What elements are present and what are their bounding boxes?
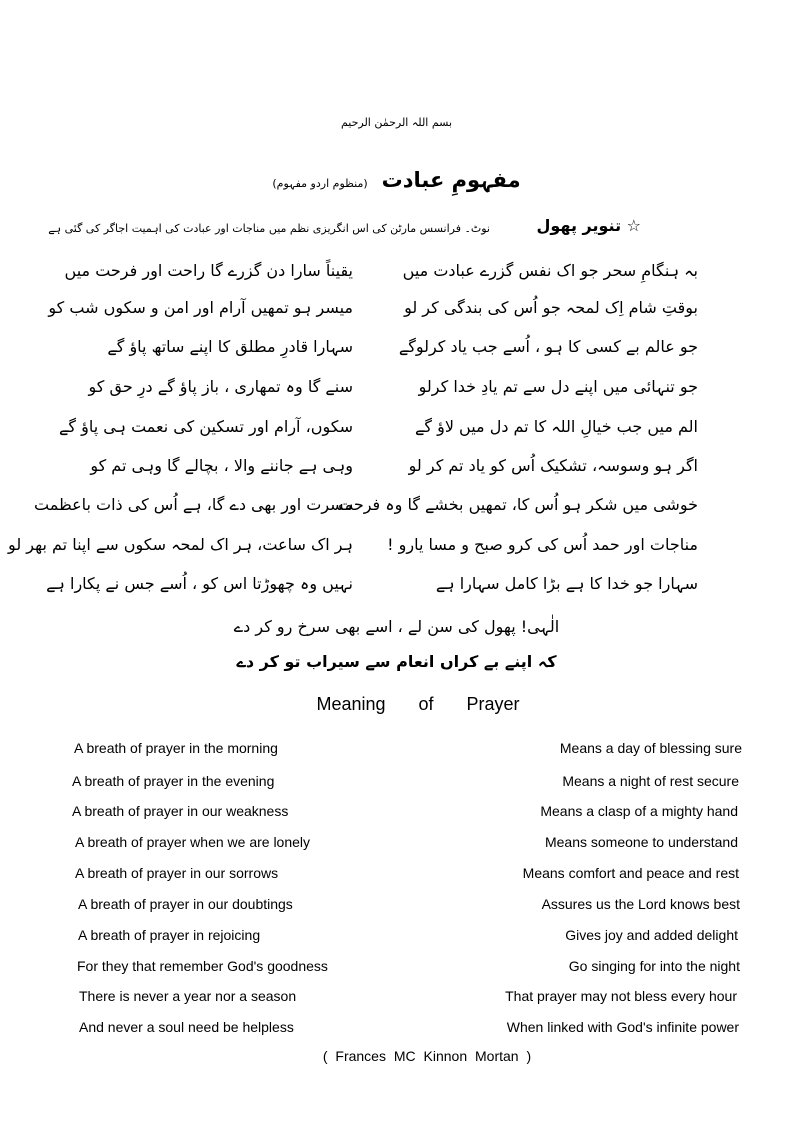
urdu-subtitle: (منظوم اردو مفہوم) bbox=[272, 177, 368, 190]
english-line-right: Means someone to understand bbox=[544, 834, 738, 850]
english-line-left: And never a soul need be helpless bbox=[79, 1019, 294, 1035]
english-line-left: A breath of prayer when we are lonely bbox=[75, 834, 311, 850]
urdu-verse-row bbox=[90, 456, 698, 484]
urdu-verse-second-half: یقیناً سارا دن گزرے گا راحت اور فرحت میں bbox=[64, 261, 353, 280]
english-line-left: For they that remember God's goodness bbox=[77, 958, 328, 974]
poem-credit: ( Frances MC Kinnon Mortan ) bbox=[322, 1048, 532, 1064]
urdu-verse-row bbox=[98, 337, 698, 365]
english-line-left: A breath of prayer in the morning bbox=[74, 740, 278, 756]
urdu-note: نوٹ۔ فرانسس مارٹن کی اس انگریزی نظم میں مناجات اور عبادت کی اہمیت اجاگر کی گئی ہے bbox=[48, 222, 490, 235]
urdu-verse-first-half: اگر ہو وسوسہ، تشکیک اُس کو یاد تم کر لو bbox=[408, 456, 698, 475]
urdu-verse-second-half: سہارا قادرِ مطلق کا اپنے ساتھ پاؤ گے bbox=[107, 337, 353, 356]
bismillah-heading: بسم اللہ الرحمٰن الرحیم bbox=[340, 116, 453, 129]
urdu-author: ☆ تنویر پھول bbox=[536, 216, 641, 235]
urdu-verse-first-half: الم میں جب خیالِ اللہ کا تم دل میں لاؤ گے bbox=[415, 417, 698, 436]
urdu-title-row bbox=[0, 168, 793, 192]
urdu-closing-line-2: کہ اپنے بے کراں انعام سے سیراب تو کر دے bbox=[236, 652, 557, 671]
urdu-verse-row bbox=[46, 574, 698, 602]
urdu-verse-row bbox=[59, 417, 698, 445]
english-line-right: Means a clasp of a mighty hand bbox=[540, 803, 738, 819]
urdu-verse-first-half: جو تنہائی میں اپنے دل سے تم یادِ خدا کرلو bbox=[418, 377, 698, 396]
english-line-left: A breath of prayer in rejoicing bbox=[78, 927, 261, 943]
urdu-verse-first-half: بہ ہنگامِ سحر جو اک نفس گزرے عبادت میں bbox=[402, 261, 698, 280]
urdu-verse-second-half: وہی ہے جاننے والا ، بچالے گا وہی تم کو bbox=[90, 456, 353, 475]
urdu-verse-second-half: ہر اک ساعت، ہر اک لمحہ سکوں سے اپنا تم بھر لو bbox=[8, 535, 353, 554]
english-line-left: A breath of prayer in our sorrows bbox=[75, 865, 279, 881]
english-line-right: Means a day of blessing sure bbox=[559, 740, 742, 756]
urdu-closing-line-1: الٰہی! پھول کی سن لے ، اسے بھی سرخ رو کر دے bbox=[233, 617, 560, 636]
urdu-title: مفہومِ عبادت bbox=[381, 168, 521, 192]
urdu-verse-first-half: جو عالم بے کسی کا ہو ، اُسے جب یاد کرلوگے bbox=[398, 337, 698, 356]
english-line-right: Go singing for into the night bbox=[568, 958, 740, 974]
english-line-right: When linked with God's infinite power bbox=[506, 1019, 739, 1035]
urdu-verse-row bbox=[8, 535, 698, 563]
english-line-right: Means comfort and peace and rest bbox=[522, 865, 739, 881]
urdu-verse-row bbox=[34, 495, 698, 523]
english-line-right: Assures us the Lord knows best bbox=[541, 896, 740, 912]
urdu-verse-row bbox=[88, 377, 698, 405]
urdu-verse-second-half: مسرت اور بھی دے گا، ہے اُس کی ذات باعظمت bbox=[34, 495, 353, 514]
english-line-right: Gives joy and added delight bbox=[565, 927, 738, 943]
urdu-verse-row bbox=[64, 261, 698, 289]
urdu-verse-first-half: سہارا جو خدا کا ہے بڑا کامل سہارا ہے bbox=[435, 574, 698, 593]
urdu-verse-first-half: مناجات اور حمد اُس کی کرو صبح و مسا یارو ! bbox=[387, 535, 698, 554]
english-line-left: A breath of prayer in our weakness bbox=[72, 803, 289, 819]
urdu-verse-second-half: سکوں، آرام اور تسکین کی نعمت ہی پاؤ گے bbox=[59, 417, 353, 436]
english-line-left: A breath of prayer in the evening bbox=[72, 773, 275, 789]
english-line-right: Means a night of rest secure bbox=[562, 773, 739, 789]
urdu-verse-second-half: نہیں وہ چھوڑتا اس کو ، اُسے جس نے پکارا ہے bbox=[46, 574, 353, 593]
urdu-verse-first-half: بوقتِ شام اِک لمحہ جو اُس کی بندگی کر لو bbox=[404, 298, 698, 317]
english-line-left: There is never a year nor a season bbox=[79, 988, 297, 1004]
english-title: Meaning of Prayer bbox=[316, 694, 520, 714]
english-line-left: A breath of prayer in our doubtings bbox=[78, 896, 293, 912]
urdu-verse-first-half: خوشی میں شکر ہو اُس کا، تمھیں بخشے گا وہ فرحت bbox=[338, 495, 698, 514]
english-line-right: That prayer may not bless every hour bbox=[505, 988, 737, 1004]
urdu-verse-row bbox=[48, 298, 698, 326]
urdu-verse-second-half: سنے گا وہ تمھاری ، باز پاؤ گے درِ حق کو bbox=[88, 377, 353, 396]
urdu-verse-second-half: میسر ہو تمھیں آرام اور امن و سکوں شب کو bbox=[48, 298, 353, 317]
